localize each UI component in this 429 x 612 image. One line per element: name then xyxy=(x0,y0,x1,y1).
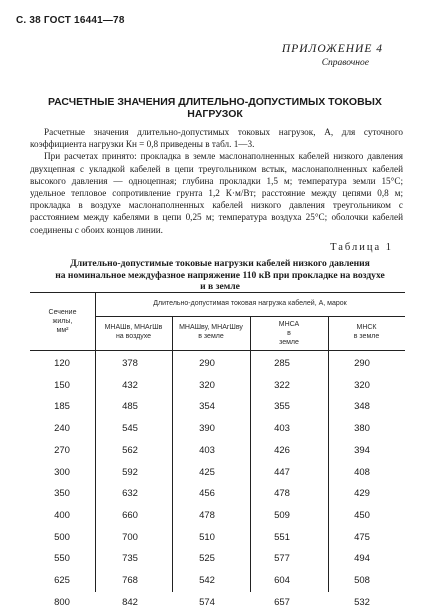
table-top-rule xyxy=(30,292,405,293)
page-header: С. 38 ГОСТ 16441—78 xyxy=(16,15,125,26)
cell-current-value: 604 xyxy=(274,575,290,586)
table-caption xyxy=(30,258,410,293)
cell-current-value: 450 xyxy=(354,510,370,521)
cell-current-value: 592 xyxy=(122,467,138,478)
cell-current-value: 408 xyxy=(354,467,370,478)
column-header-mnashv xyxy=(95,323,172,341)
column-divider xyxy=(250,316,251,592)
cell-section: 240 xyxy=(54,423,70,434)
cell-current-value: 475 xyxy=(354,532,370,543)
cell-current-value: 545 xyxy=(122,423,138,434)
table-header-bottom-rule xyxy=(30,350,405,351)
cell-current-value: 509 xyxy=(274,510,290,521)
cell-current-value: 510 xyxy=(199,532,215,543)
column-divider xyxy=(172,316,173,592)
intro-paragraph xyxy=(30,126,403,236)
column-header-mnsa-line-1: МНСА xyxy=(278,321,300,328)
cell-current-value: 320 xyxy=(199,380,215,391)
cell-current-value: 290 xyxy=(354,358,370,369)
cell-current-value: 354 xyxy=(199,401,215,412)
column-header-mnsk xyxy=(328,323,405,341)
paragraph-1: Расчетные значения длительно-допустимых токовых нагрузок, А, для суточного коэффициента нагрузки Кн = 0,8 приведены в табл. 1—3. xyxy=(30,127,403,150)
cell-current-value: 348 xyxy=(354,401,370,412)
cell-current-value: 478 xyxy=(274,488,290,499)
section-title-line-1: РАСЧЕТНЫЕ ЗНАЧЕНИЯ ДЛИТЕЛЬНО-ДОПУСТИМЫХ ТОКОВЫХ xyxy=(48,96,382,108)
column-header-mnsk-line-1: МНСК xyxy=(356,324,377,331)
cell-section: 270 xyxy=(54,445,70,456)
cell-current-value: 700 xyxy=(122,532,138,543)
cell-current-value: 378 xyxy=(122,358,138,369)
cell-current-value: 494 xyxy=(354,553,370,564)
cell-current-value: 657 xyxy=(274,597,290,608)
cell-current-value: 380 xyxy=(354,423,370,434)
cell-section: 800 xyxy=(54,597,70,608)
table-caption-line-1: Длительно-допустимые токовые нагрузки кабелей низкого давления xyxy=(70,258,370,269)
group-header: Длительно-допустимая токовая нагрузка кабелей, А, марок xyxy=(153,300,347,307)
cell-current-value: 485 xyxy=(122,401,138,412)
cell-section: 625 xyxy=(54,575,70,586)
cell-current-value: 390 xyxy=(199,423,215,434)
table-caption-line-3: и в земле xyxy=(200,281,240,292)
cell-current-value: 432 xyxy=(122,380,138,391)
column-header-mnsa xyxy=(250,320,328,347)
cell-current-value: 508 xyxy=(354,575,370,586)
cell-section: 550 xyxy=(54,553,70,564)
cell-current-value: 525 xyxy=(199,553,215,564)
cell-section: 400 xyxy=(54,510,70,521)
cell-current-value: 394 xyxy=(354,445,370,456)
cell-current-value: 842 xyxy=(122,597,138,608)
cell-current-value: 542 xyxy=(199,575,215,586)
cell-section: 120 xyxy=(54,358,70,369)
paragraph-2: При расчетах принято: прокладка в земле маслонаполненных кабелей низкого давления двухцепная с укладкой кабелей в цепи треугольником встык, маслонаполненных кабелей высокого давления — одноцепная; глубина прокладки 1,5 м; температура земли 15°С; удельное тепловое сопротивление грунта 1,2 К·м/Вт; расстояние между цепями 0,8 м; прокладка в воздухе маслонаполненных кабелей низкого давления треугольником с расстоянием между кабелями в цепи 0,25 м; температура воздуха 25°С; оболочки кабелей соединены с обоих концов линии. xyxy=(30,151,403,235)
column-header-mnashv-line-1: МНАШв, МНАгШв xyxy=(104,324,163,331)
appendix-title: ПРИЛОЖЕНИЕ 4 xyxy=(281,43,383,55)
cell-current-value: 577 xyxy=(274,553,290,564)
cell-current-value: 478 xyxy=(199,510,215,521)
cell-current-value: 322 xyxy=(274,380,290,391)
table-number: Таблица 1 xyxy=(330,242,393,253)
cell-current-value: 574 xyxy=(199,597,215,608)
cell-current-value: 768 xyxy=(122,575,138,586)
column-header-mnashvu-line-1: МНАШву, МНАгШву xyxy=(179,324,243,331)
column-header-section-line-3: мм² xyxy=(56,327,69,334)
cell-current-value: 290 xyxy=(199,358,215,369)
column-header-section-line-1: Сечение xyxy=(48,309,77,316)
section-title-line-2: НАГРУЗОК xyxy=(187,108,243,120)
column-header-mnashv-line-2: на воздухе xyxy=(115,333,152,340)
cell-current-value: 456 xyxy=(199,488,215,499)
cell-current-value: 425 xyxy=(199,467,215,478)
column-header-mnashvu-line-2: в земле xyxy=(198,333,224,340)
cell-current-value: 447 xyxy=(274,467,290,478)
cell-current-value: 355 xyxy=(274,401,290,412)
column-header-section xyxy=(30,308,95,335)
cell-section: 500 xyxy=(54,532,70,543)
cell-current-value: 285 xyxy=(274,358,290,369)
column-header-mnsk-line-2: в земле xyxy=(353,333,380,340)
cell-section: 350 xyxy=(54,488,70,499)
cell-current-value: 735 xyxy=(122,553,138,564)
cell-current-value: 551 xyxy=(274,532,290,543)
cell-current-value: 632 xyxy=(122,488,138,499)
cell-section: 185 xyxy=(54,401,70,412)
section-title xyxy=(30,96,400,120)
table-caption-line-2: на номинальное междуфазное напряжение 110 кВ при прокладке на воздухе xyxy=(55,269,385,281)
cell-current-value: 532 xyxy=(354,597,370,608)
cell-current-value: 320 xyxy=(354,380,370,391)
column-header-mnsa-line-3: земле xyxy=(279,339,299,346)
cell-section: 150 xyxy=(54,380,70,391)
column-header-section-line-2: жилы, xyxy=(52,318,73,325)
appendix-subtitle: Справочное xyxy=(321,58,369,68)
cell-current-value: 562 xyxy=(122,445,138,456)
cell-section: 300 xyxy=(54,467,70,478)
cell-current-value: 429 xyxy=(354,488,370,499)
column-header-mnsa-line-2: в xyxy=(287,330,291,337)
cell-current-value: 426 xyxy=(274,445,290,456)
cell-current-value: 660 xyxy=(122,510,138,521)
column-divider xyxy=(328,316,329,592)
cell-current-value: 403 xyxy=(199,445,215,456)
cell-current-value: 403 xyxy=(274,423,290,434)
column-header-mnashvu xyxy=(172,323,250,341)
